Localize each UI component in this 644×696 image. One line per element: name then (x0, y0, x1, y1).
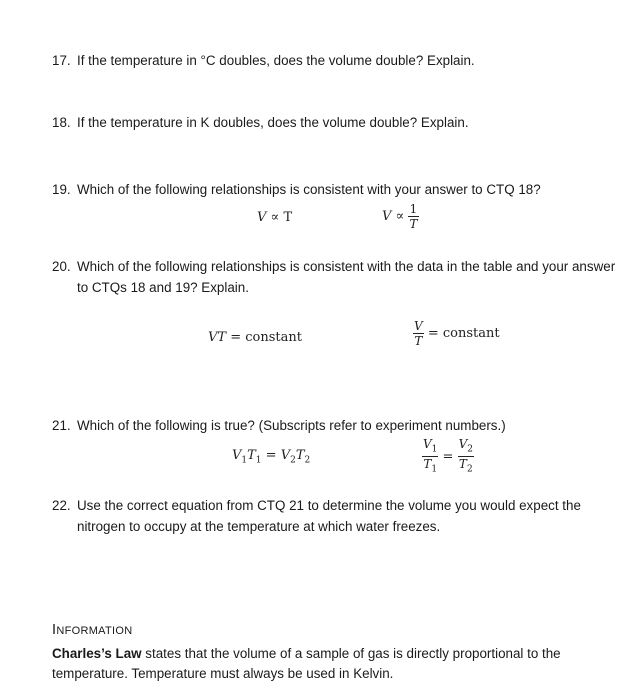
subscript: 2 (466, 464, 473, 475)
symbol-t: T (458, 457, 467, 472)
symbol-t: T (295, 448, 305, 463)
question-18 (52, 113, 469, 133)
equals-sign: = (442, 449, 454, 465)
question-17 (52, 51, 475, 71)
question-number: 22. (52, 498, 71, 513)
proportional-symbol: ∝ (395, 209, 405, 224)
question-19 (52, 180, 541, 200)
subscript: 2 (290, 455, 296, 466)
question-text: Which of the following relationships is consistent with your answer to CTQ 18? (77, 182, 541, 197)
symbol-t: T (247, 448, 256, 463)
equation-v1t1-equals-v2t2 (232, 448, 310, 466)
constant-label: constant (245, 330, 302, 345)
question-number: 18. (52, 115, 71, 130)
question-text: Which of the following relationships is consistent with the data in the table and your answer (77, 259, 616, 274)
subscript: 1 (431, 444, 438, 455)
fraction (413, 319, 424, 348)
question-number: 20. (52, 259, 71, 274)
relation-v-prop-inverse-t (382, 202, 419, 231)
information-line-2: temperature. Temperature must always be used in Kelvin. (52, 666, 394, 681)
subscript: 1 (431, 464, 438, 475)
subscript: 2 (467, 444, 473, 455)
denominator: T (414, 334, 423, 348)
information-line-1 (52, 644, 561, 664)
question-text: Which of the following is true? (Subscripts refer to experiment numbers.) (77, 418, 506, 433)
charles-law-term: Charles’s Law (52, 646, 142, 661)
question-number: 19. (52, 182, 71, 197)
information-text: states that the volume of a sample of gas is directly proportional to the (141, 646, 561, 661)
fraction (458, 437, 474, 477)
question-21 (52, 416, 506, 436)
equals-sign: = (427, 326, 439, 341)
denominator: T (409, 217, 418, 231)
equation-v1-over-t1-equals-v2-over-t2 (422, 437, 474, 477)
heading-initial: I (52, 622, 57, 638)
equation-vt-constant (208, 330, 302, 345)
equals-sign: = (230, 330, 242, 345)
question-text: Use the correct equation from CTQ 21 to determine the volume you would expect the (77, 498, 581, 513)
symbol-v: V (423, 437, 432, 451)
symbol-t: T (283, 210, 293, 225)
proportional-symbol: ∝ (270, 210, 280, 225)
question-number: 17. (52, 53, 71, 68)
fraction (422, 437, 438, 477)
subscript: 1 (255, 455, 262, 466)
symbol-v: V (382, 209, 392, 224)
question-22 (52, 496, 581, 516)
subscript: 1 (241, 455, 248, 466)
question-text: If the temperature in °C doubles, does the volume double? Explain. (77, 53, 475, 68)
symbol-t: T (423, 457, 432, 472)
numerator: V (414, 319, 423, 333)
subscript: 2 (304, 455, 311, 466)
question-20 (52, 257, 615, 277)
information-heading (52, 622, 132, 638)
symbol-v: V (257, 210, 267, 225)
product-vt: VT (208, 330, 227, 345)
equals-sign: = (265, 448, 277, 463)
equation-v-over-t-constant (413, 319, 500, 348)
symbol-v: V (280, 448, 291, 463)
question-text: If the temperature in K doubles, does the volume double? Explain. (77, 115, 469, 130)
heading-rest: NFORMATION (56, 625, 133, 637)
fraction (408, 202, 418, 231)
numerator: 1 (409, 202, 418, 216)
question-number: 21. (52, 418, 71, 433)
question-20-continued: to CTQs 18 and 19? Explain. (77, 280, 249, 295)
symbol-v: V (232, 448, 242, 463)
constant-label: constant (442, 326, 500, 341)
relation-v-prop-t (257, 210, 292, 225)
symbol-v: V (458, 437, 468, 451)
question-22-continued: nitrogen to occupy at the temperature at which water freezes. (77, 519, 441, 534)
